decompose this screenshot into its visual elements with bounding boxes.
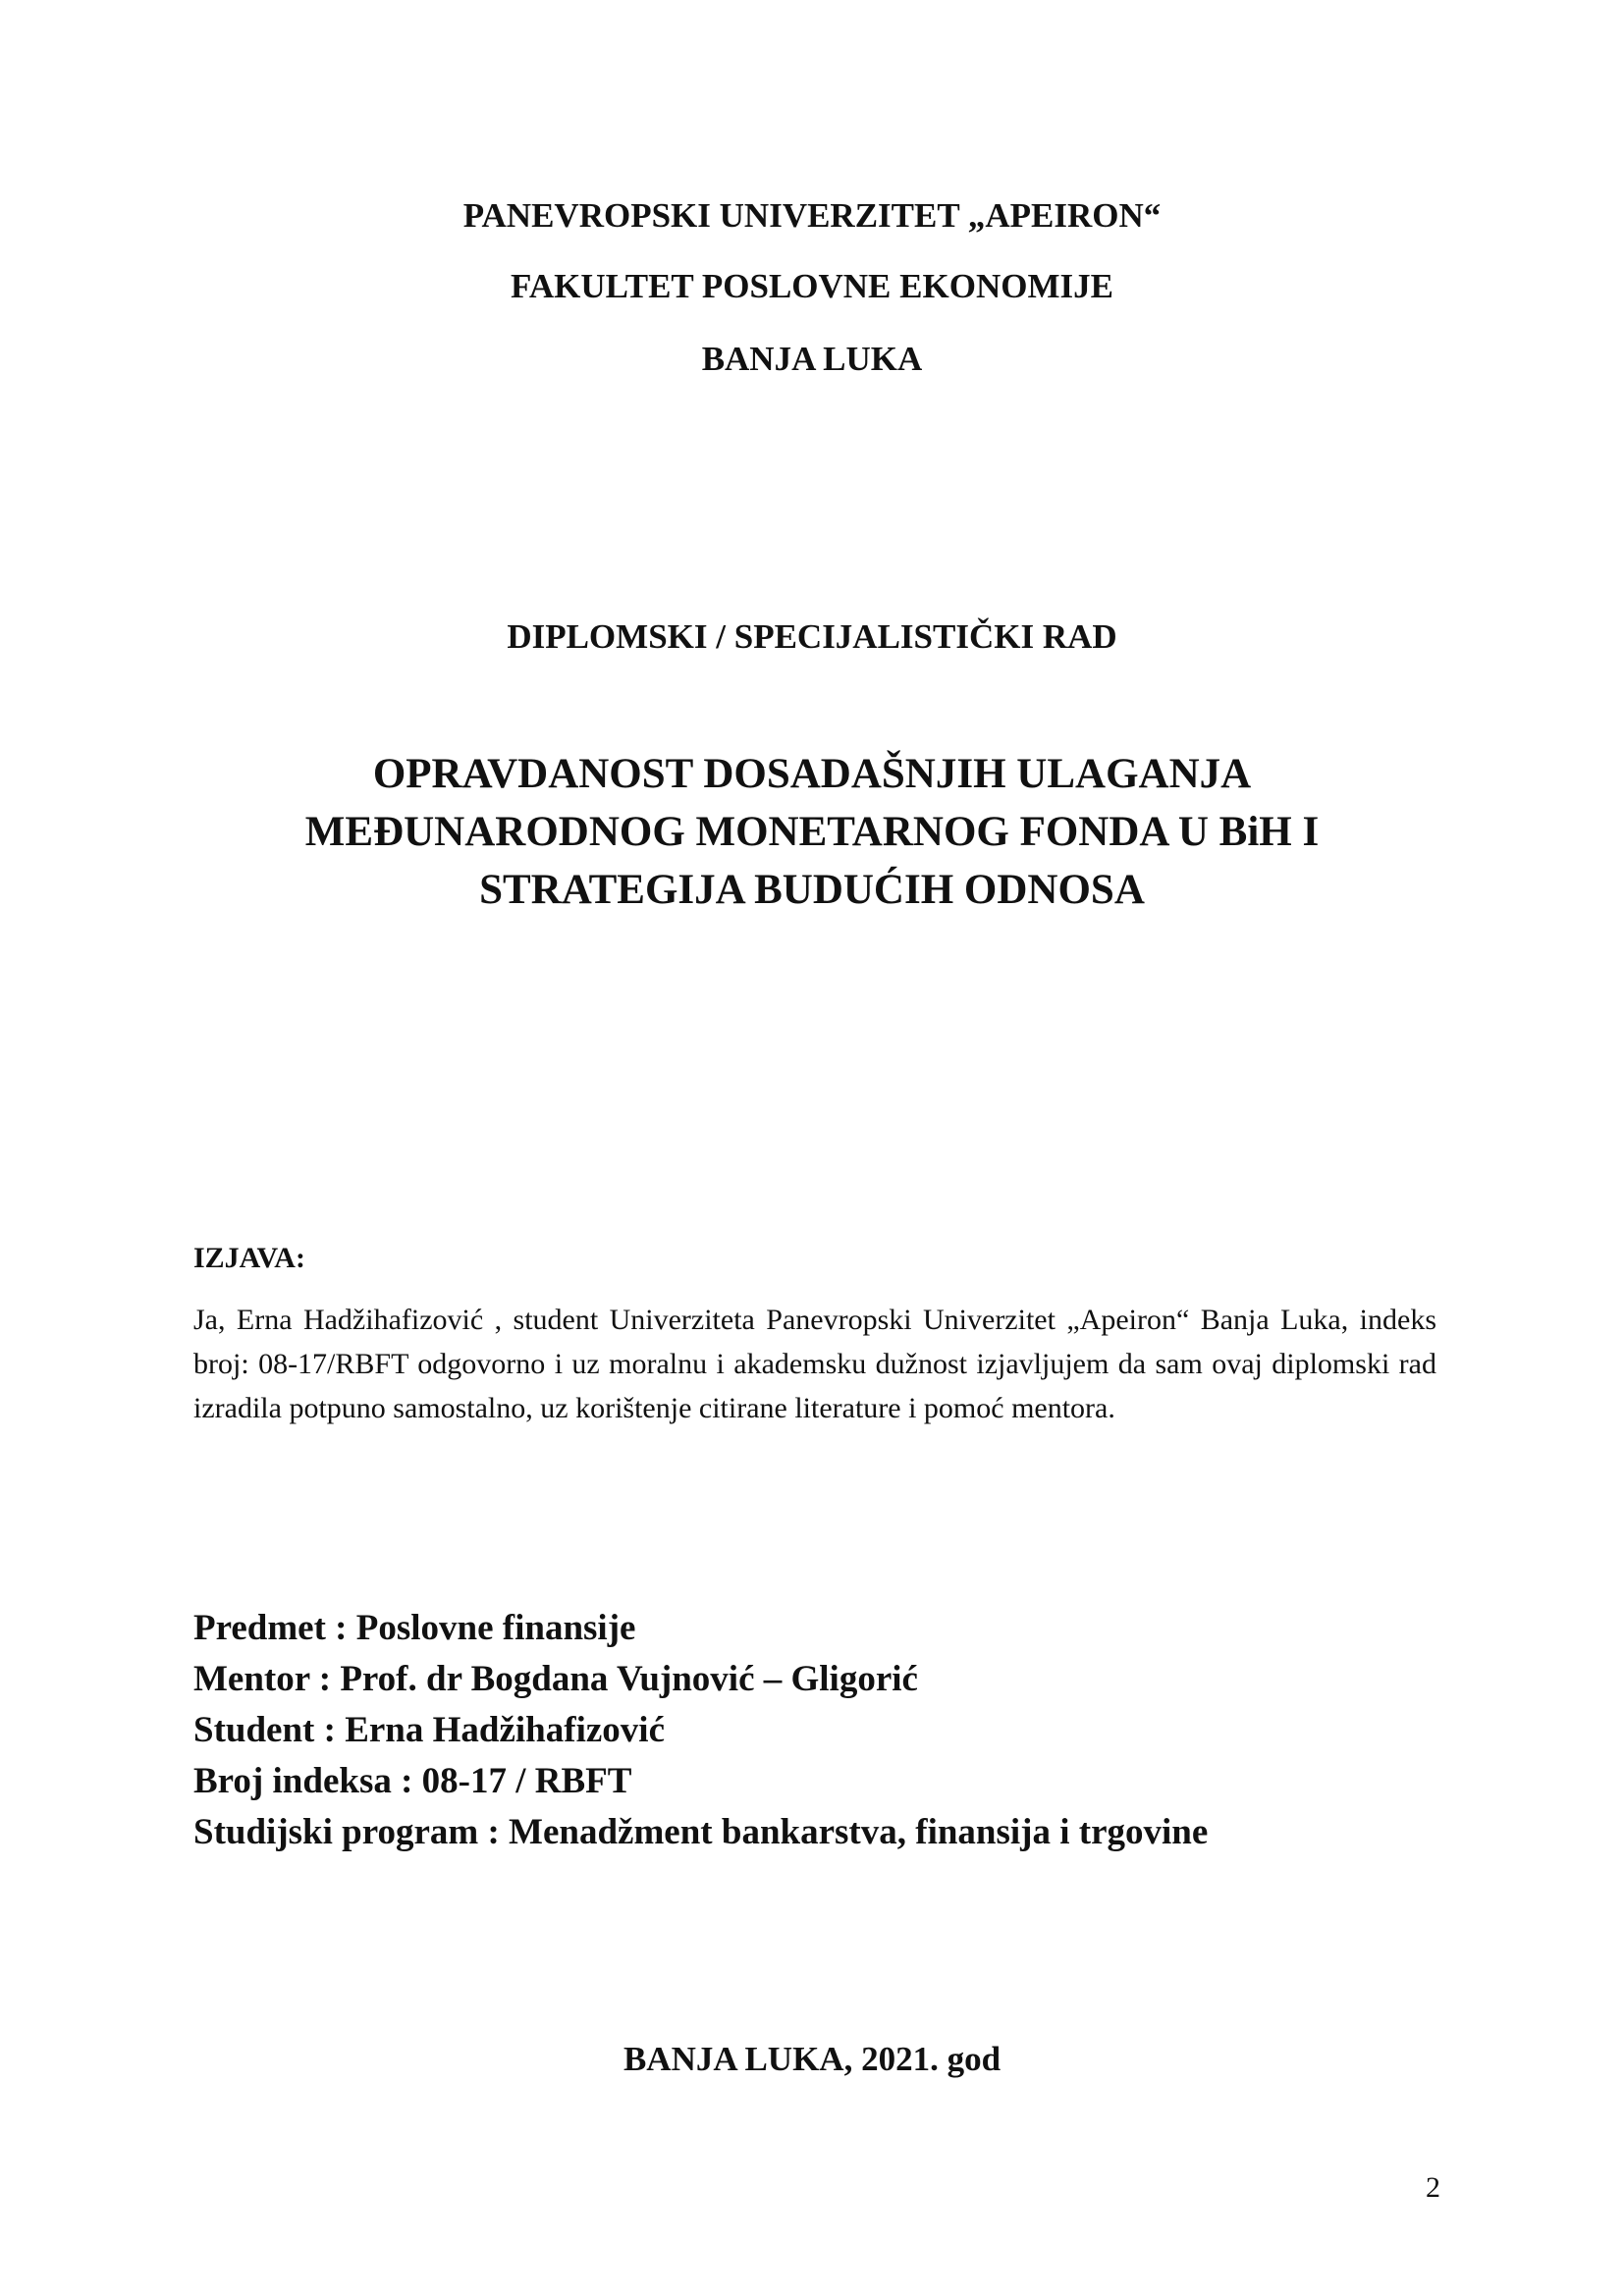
city-name: BANJA LUKA <box>701 340 923 378</box>
thesis-title-line-2: MEĐUNARODNOG MONETARNOG FONDA U BiH I <box>304 809 1320 855</box>
page-number: 2 <box>1426 2171 1440 2204</box>
university-name: PANEVROPSKI UNIVERZITET „APEIRON“ <box>462 196 1162 235</box>
details-subject: Predmet : Poslovne finansije <box>193 1608 636 1648</box>
details-study-program: Studijski program : Menadžment bankarstva, finansija i trgovine <box>193 1812 1209 1852</box>
thesis-details <box>193 1603 1208 1858</box>
declaration-text: Ja, Erna Hadžihafizović , student Univerziteta Panevropski Univerzitet „Apeiron“ Banja Luka, indeks broj: 08-17/RBFT odgovorno i uz moralnu i akademsku dužnost izjavljujem da sam ovaj diplomski rad izradila potpuno samostalno, uz korištenje citirane literature i pomoć mentora. <box>193 1304 1436 1424</box>
thesis-title-line-1: OPRAVDANOST DOSADAŠNJIH ULAGANJA <box>372 751 1252 797</box>
document-type: DIPLOMSKI / SPECIJALISTIČKI RAD <box>507 617 1117 656</box>
thesis-title-line-3: STRATEGIJA BUDUĆIH ODNOSA <box>479 867 1145 913</box>
place-and-date: BANJA LUKA, 2021. god <box>623 2040 1001 2078</box>
details-student: Student : Erna Hadžihafizović <box>193 1710 665 1750</box>
declaration-label: IZJAVA: <box>193 1242 305 1274</box>
faculty-name: FAKULTET POSLOVNE EKONOMIJE <box>511 267 1113 305</box>
details-index-number: Broj indeksa : 08-17 / RBFT <box>193 1761 632 1801</box>
details-mentor: Mentor : Prof. dr Bogdana Vujnović – Gligorić <box>193 1659 918 1699</box>
